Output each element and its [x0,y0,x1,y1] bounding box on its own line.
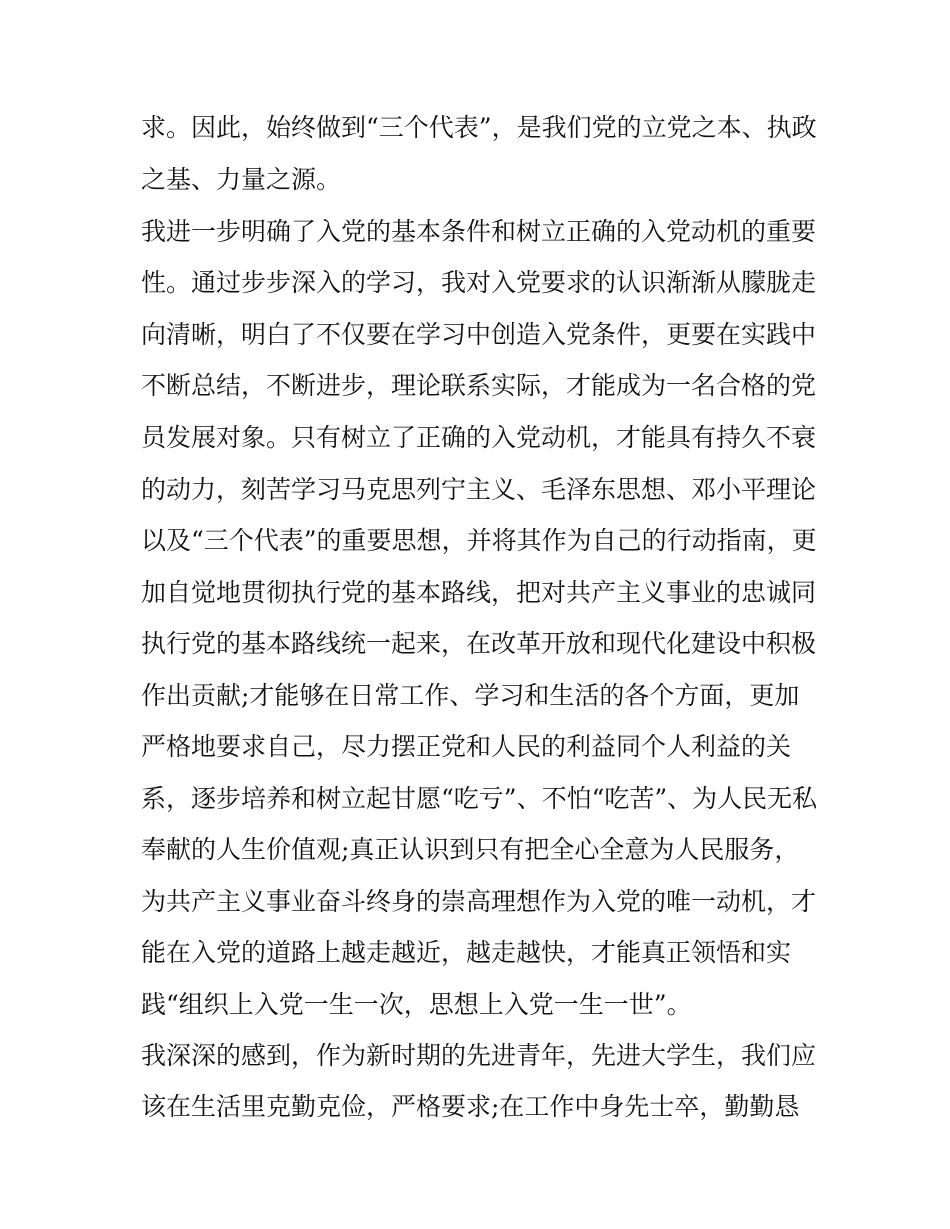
text-line: 我深深的感到，作为新时期的先进青年，先进大学生，我们应 [141,1041,817,1070]
text-line: 的动力，刻苦学习马克思列宁主义、毛泽东思想、邓小平理论 [141,475,817,504]
text-line: 为共产主义事业奋斗终身的崇高理想作为入党的唯一动机，才 [141,887,817,916]
text-line: 奉献的人生价值观;真正认识到只有把全心全意为人民服务， [141,835,800,864]
text-line: 之基、力量之源。 [141,165,342,194]
text-line: 性。通过步步深入的学习，我对入党要求的认识渐渐从朦胧走 [141,268,817,297]
text-line: 以及“三个代表”的重要思想，并将其作为自己的行动指南，更 [141,526,817,555]
text-line: 该在生活里克勤克俭，严格要求;在工作中身先士卒，勤勤恳 [141,1092,800,1121]
text-line: 严格地要求自己，尽力摆正党和人民的利益同个人利益的关 [141,732,792,761]
text-line: 员发展对象。只有树立了正确的入党动机，才能具有持久不衰 [141,423,817,452]
text-line: 求。因此，始终做到“三个代表”，是我们党的立党之本、执政 [141,113,817,142]
text-line: 能在入党的道路上越走越近，越走越快，才能真正领悟和实 [141,938,792,967]
text-line: 加自觉地贯彻执行党的基本路线，把对共产主义事业的忠诚同 [141,578,817,607]
text-line: 向清晰，明白了不仅要在学习中创造入党条件，更要在实践中 [141,320,817,349]
text-line: 系，逐步培养和树立起甘愿“吃亏”、不怕“吃苦”、为人民无私 [141,784,818,813]
text-line: 我进一步明确了入党的基本条件和树立正确的入党动机的重要 [141,217,817,246]
text-line: 执行党的基本路线统一起来，在改革开放和现代化建设中积极 [141,629,817,658]
text-line: 不断总结，不断进步，理论联系实际，才能成为一名合格的党 [141,371,817,400]
text-line: 践“组织上入党一生一次，思想上入党一生一世”。 [141,990,692,1019]
text-line: 作出贡献;才能够在日常工作、学习和生活的各个方面，更加 [141,681,800,710]
